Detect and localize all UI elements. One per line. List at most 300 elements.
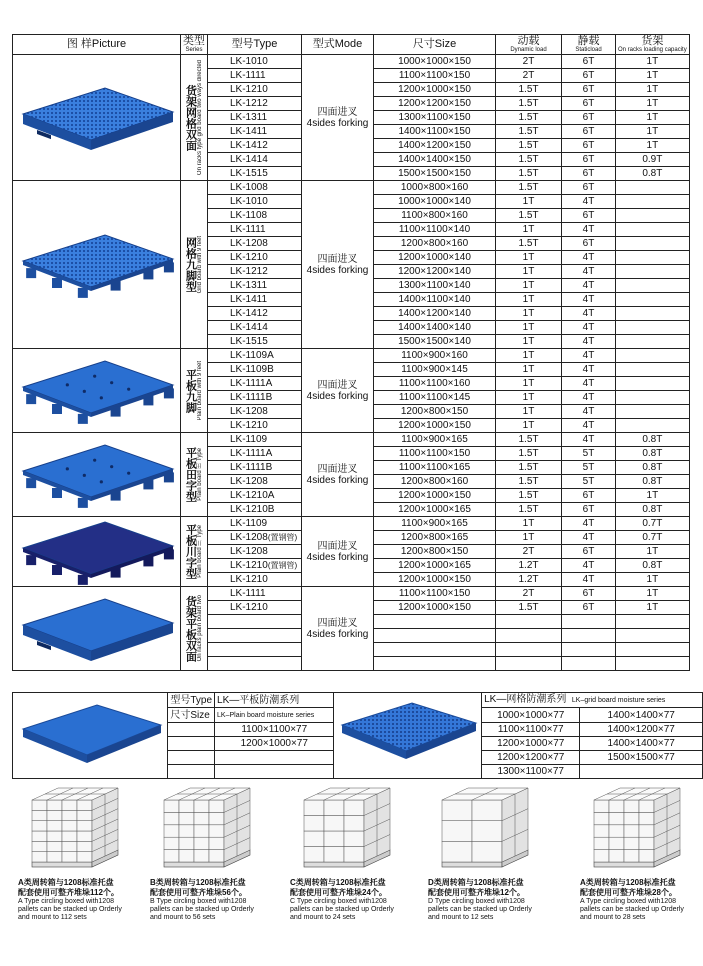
mode-en: 4sides forking xyxy=(306,551,369,563)
static-load-cell: 6T xyxy=(562,237,616,251)
model-note: (置钢管) xyxy=(267,533,298,542)
mode-en: 4sides forking xyxy=(306,264,369,276)
moisture-grid-size xyxy=(580,765,703,779)
product-picture xyxy=(13,587,181,671)
product-picture xyxy=(13,349,181,433)
model-cell xyxy=(208,335,302,349)
static-load-cell: 4T xyxy=(562,517,616,531)
size-cell: 1200×1000×140 xyxy=(374,251,496,265)
rack-load-cell: 1T xyxy=(616,69,690,83)
model-code: LK-1210 xyxy=(230,252,268,263)
stack-caption-en-line: A Type circling boxed with1208 xyxy=(580,898,676,905)
moisture-blank xyxy=(168,751,215,765)
rack-load-cell: 1T xyxy=(616,601,690,615)
static-load-cell: 4T xyxy=(562,195,616,209)
static-load-cell: 4T xyxy=(562,559,616,573)
size-cell: 1000×800×160 xyxy=(374,181,496,195)
rack-load-cell xyxy=(616,209,690,223)
table-row xyxy=(13,55,690,69)
size-cell: 1400×1200×150 xyxy=(374,139,496,153)
moisture-grid-size: 1200×1000×77 xyxy=(482,737,580,751)
model-code: LK-1210B xyxy=(230,504,275,515)
category-cell xyxy=(181,587,208,671)
pallet-plain-tian-icon xyxy=(15,434,179,516)
header-rack-en: On racks loading capacity xyxy=(618,46,687,53)
dynamic-load-cell: 1T xyxy=(496,391,562,405)
stack-caption-en-line: D Type circling boxed with1208 xyxy=(428,898,525,905)
size-cell: 1200×1000×165 xyxy=(374,559,496,573)
stacking-illustrations xyxy=(10,782,700,962)
size-cell: 1400×1400×150 xyxy=(374,153,496,167)
stack-caption-cn-line: 配套使用可整齐堆垛56个。 xyxy=(150,888,247,897)
dynamic-load-cell: 1T xyxy=(496,223,562,237)
static-load-cell: 5T xyxy=(562,475,616,489)
size-cell: 1400×1200×140 xyxy=(374,307,496,321)
header-type-en: Series xyxy=(185,46,203,53)
dynamic-load-cell: 1.5T xyxy=(496,167,562,181)
static-load-cell: 6T xyxy=(562,125,616,139)
category-label xyxy=(181,517,207,586)
stack-caption-cn-line: D类周转箱与1208标准托盘 xyxy=(428,878,524,887)
model-cell xyxy=(208,265,302,279)
model-cell xyxy=(208,111,302,125)
category-label xyxy=(181,587,207,670)
dynamic-load-cell: 1.5T xyxy=(496,97,562,111)
rack-load-cell xyxy=(616,405,690,419)
dynamic-load-cell: 1T xyxy=(496,279,562,293)
size-cell: 1100×900×165 xyxy=(374,433,496,447)
stack-caption-en xyxy=(580,898,703,922)
model-cell xyxy=(208,251,302,265)
dynamic-load-cell xyxy=(496,629,562,643)
size-cell: 1200×1000×150 xyxy=(374,83,496,97)
category-cell xyxy=(181,181,208,349)
rack-load-cell: 1T xyxy=(616,489,690,503)
model-cell xyxy=(208,167,302,181)
category-en: Plain board 川 Type xyxy=(196,525,203,578)
dynamic-load-cell: 1.5T xyxy=(496,125,562,139)
moisture-blank xyxy=(168,765,215,779)
model-code: LK-1311 xyxy=(230,280,268,291)
model-cell xyxy=(208,489,302,503)
static-load-cell: 6T xyxy=(562,601,616,615)
moisture-grid-size: 1000×1000×77 xyxy=(482,708,580,723)
moisture-plain-title-en: LK–Plain board moisture series xyxy=(217,712,315,719)
box-stack-icon xyxy=(428,782,538,874)
model-cell xyxy=(208,349,302,363)
dynamic-load-cell: 1T xyxy=(496,363,562,377)
moisture-plain-size: 1100×1100×77 xyxy=(215,723,334,737)
category-cn: 货架平板双面 xyxy=(184,595,197,662)
static-load-cell: 6T xyxy=(562,111,616,125)
static-load-cell: 4T xyxy=(562,377,616,391)
pallet-spec-table xyxy=(12,34,690,671)
model-note: (置钢管) xyxy=(267,561,298,570)
dynamic-load-cell: 1.2T xyxy=(496,559,562,573)
mode-en: 4sides forking xyxy=(306,390,369,402)
mode-cell xyxy=(302,517,374,587)
model-code: LK-1210 xyxy=(230,602,268,613)
rack-load-cell xyxy=(616,223,690,237)
stack-caption-en-line: pallets can be stacked up Orderly xyxy=(580,906,684,913)
rack-load-cell xyxy=(616,349,690,363)
dynamic-load-cell: 1T xyxy=(496,293,562,307)
moisture-plain-picture xyxy=(13,693,168,779)
moisture-grid-title-en: LK–grid board moisture series xyxy=(571,697,666,704)
mode-cell xyxy=(302,433,374,517)
model-code: LK-1108 xyxy=(230,210,268,221)
rack-load-cell: 0.9T xyxy=(616,153,690,167)
stack-illustration xyxy=(428,782,553,922)
dynamic-load-cell: 1T xyxy=(496,307,562,321)
rack-load-cell xyxy=(616,321,690,335)
model-cell xyxy=(208,517,302,531)
rack-load-cell: 1T xyxy=(616,83,690,97)
rack-load-cell: 0.8T xyxy=(616,447,690,461)
stack-caption-cn-line: C类周转箱与1208标准托盘 xyxy=(290,878,386,887)
model-cell xyxy=(208,83,302,97)
rack-load-cell xyxy=(616,377,690,391)
size-cell: 1500×1500×140 xyxy=(374,335,496,349)
model-code: LK-1411 xyxy=(230,126,268,137)
size-cell: 1400×1100×150 xyxy=(374,125,496,139)
static-load-cell: 4T xyxy=(562,531,616,545)
model-code: LK-1109B xyxy=(230,364,274,375)
static-load-cell: 6T xyxy=(562,69,616,83)
moisture-blank xyxy=(215,751,334,765)
rack-load-cell xyxy=(616,391,690,405)
category-cell xyxy=(181,517,208,587)
rack-load-cell: 0.8T xyxy=(616,559,690,573)
static-load-cell: 5T xyxy=(562,461,616,475)
header-dynamic-load xyxy=(496,35,562,55)
size-cell: 1200×1000×150 xyxy=(374,573,496,587)
static-load-cell: 4T xyxy=(562,391,616,405)
product-picture xyxy=(13,433,181,517)
rack-load-cell xyxy=(616,293,690,307)
stack-caption-cn xyxy=(150,878,275,898)
dynamic-load-cell: 1.5T xyxy=(496,503,562,517)
model-cell xyxy=(208,643,302,657)
model-cell xyxy=(208,321,302,335)
table-row xyxy=(13,433,690,447)
model-code: LK-1414 xyxy=(230,154,268,165)
model-code: LK-1109A xyxy=(230,350,274,361)
moisture-plain-title xyxy=(215,693,334,708)
static-load-cell: 4T xyxy=(562,433,616,447)
model-cell xyxy=(208,237,302,251)
model-cell xyxy=(208,223,302,237)
rack-load-cell: 1T xyxy=(616,125,690,139)
header-mode: 型式Mode xyxy=(302,35,374,55)
model-code: LK-1111A xyxy=(230,448,273,459)
model-cell xyxy=(208,377,302,391)
stack-caption-cn-line: B类周转箱与1208标准托盘 xyxy=(150,878,246,887)
rack-load-cell: 1T xyxy=(616,55,690,69)
mode-cell xyxy=(302,349,374,433)
rack-load-cell: 0.8T xyxy=(616,461,690,475)
rack-load-cell xyxy=(616,237,690,251)
box-stack-icon xyxy=(290,782,400,874)
stack-caption-en-line: and mount to 56 sets xyxy=(150,914,216,921)
dynamic-load-cell: 1.5T xyxy=(496,139,562,153)
stack-illustration xyxy=(290,782,415,922)
stack-caption-en-line: pallets can be stacked up Orderly xyxy=(428,906,532,913)
stack-caption-cn-line: 配套使用可整齐堆垛24个。 xyxy=(290,888,387,897)
static-load-cell xyxy=(562,629,616,643)
mode-cell xyxy=(302,181,374,349)
model-code: LK-1210 xyxy=(230,420,268,431)
moisture-grid-size: 1100×1100×77 xyxy=(482,723,580,737)
stack-caption-en-line: pallets can be stacked up Orderly xyxy=(18,906,122,913)
dynamic-load-cell: 1T xyxy=(496,405,562,419)
rack-load-cell: 0.8T xyxy=(616,167,690,181)
rack-load-cell xyxy=(616,419,690,433)
stack-caption-cn xyxy=(428,878,553,898)
dynamic-load-cell: 1.2T xyxy=(496,573,562,587)
table-row xyxy=(13,349,690,363)
header-model: 型号Type xyxy=(208,35,302,55)
dynamic-load-cell: 1T xyxy=(496,517,562,531)
static-load-cell: 6T xyxy=(562,97,616,111)
rack-load-cell: 1T xyxy=(616,97,690,111)
table-row xyxy=(13,517,690,531)
stack-caption-en-line: pallets can be stacked up Orderly xyxy=(290,906,394,913)
model-code: LK-1515 xyxy=(230,168,268,179)
model-cell xyxy=(208,573,302,587)
model-code: LK-1515 xyxy=(230,336,268,347)
rack-load-cell xyxy=(616,195,690,209)
static-load-cell: 6T xyxy=(562,139,616,153)
static-load-cell: 4T xyxy=(562,419,616,433)
size-cell xyxy=(374,657,496,671)
moisture-grid-picture xyxy=(334,693,482,779)
model-cell xyxy=(208,587,302,601)
dynamic-load-cell: 2T xyxy=(496,55,562,69)
rack-load-cell: 0.7T xyxy=(616,517,690,531)
model-code: LK-1111 xyxy=(230,588,266,599)
dynamic-load-cell: 1.5T xyxy=(496,209,562,223)
moisture-grid-size: 1300×1100×77 xyxy=(482,765,580,779)
static-load-cell xyxy=(562,657,616,671)
stack-caption-en xyxy=(290,898,415,922)
static-load-cell: 4T xyxy=(562,293,616,307)
product-picture xyxy=(13,55,181,181)
moisture-blank xyxy=(215,765,334,779)
size-cell: 1400×1100×140 xyxy=(374,293,496,307)
stack-caption-cn-line: 配套使用可整齐堆垛28个。 xyxy=(580,888,677,897)
stack-caption-en-line: and mount to 24 sets xyxy=(290,914,356,921)
table-row xyxy=(13,181,690,195)
mode-en: 4sides forking xyxy=(306,117,369,129)
rack-load-cell xyxy=(616,265,690,279)
static-load-cell xyxy=(562,615,616,629)
rack-load-cell xyxy=(616,251,690,265)
header-rack-load xyxy=(616,35,690,55)
mode-cn: 四面进叉 xyxy=(317,106,358,118)
static-load-cell xyxy=(562,643,616,657)
dynamic-load-cell: 1T xyxy=(496,531,562,545)
size-cell xyxy=(374,643,496,657)
size-cell: 1200×1200×140 xyxy=(374,265,496,279)
rack-load-cell: 1T xyxy=(616,573,690,587)
moisture-plain-size: 1200×1000×77 xyxy=(215,737,334,751)
size-cell xyxy=(374,615,496,629)
static-load-cell: 6T xyxy=(562,209,616,223)
stack-illustration xyxy=(580,782,703,922)
moisture-plain-title-en-cell xyxy=(215,708,334,723)
model-cell xyxy=(208,461,302,475)
rack-load-cell: 0.8T xyxy=(616,503,690,517)
dynamic-load-cell: 1.5T xyxy=(496,489,562,503)
static-load-cell: 6T xyxy=(562,545,616,559)
header-stat-en: Staticload xyxy=(575,46,602,53)
dynamic-load-cell xyxy=(496,643,562,657)
stack-illustration xyxy=(150,782,275,922)
stack-caption-en-line: and mount to 112 sets xyxy=(18,914,87,921)
category-en: Plain board 田 Type xyxy=(196,448,203,501)
size-cell: 1100×800×160 xyxy=(374,209,496,223)
dynamic-load-cell: 1.5T xyxy=(496,461,562,475)
rack-load-cell: 0.8T xyxy=(616,433,690,447)
size-cell: 1200×800×150 xyxy=(374,545,496,559)
header-static-load xyxy=(562,35,616,55)
category-cell xyxy=(181,349,208,433)
stack-caption-cn-line: 配套使用可整齐堆垛12个。 xyxy=(428,888,525,897)
dynamic-load-cell: 1T xyxy=(496,321,562,335)
model-code: LK-1111A xyxy=(230,378,273,389)
static-load-cell: 4T xyxy=(562,279,616,293)
static-load-cell: 4T xyxy=(562,363,616,377)
model-code: LK-1010 xyxy=(230,56,268,67)
box-stack-icon xyxy=(150,782,260,874)
model-cell xyxy=(208,629,302,643)
model-code: LK-1411 xyxy=(230,294,268,305)
model-code: LK-1210 xyxy=(230,574,268,585)
model-code: LK-1208 xyxy=(230,406,268,417)
model-cell xyxy=(208,447,302,461)
stack-caption-cn xyxy=(18,878,143,898)
static-load-cell: 4T xyxy=(562,251,616,265)
static-load-cell: 6T xyxy=(562,55,616,69)
model-cell xyxy=(208,125,302,139)
pallet-plain-moisture-icon xyxy=(15,695,165,773)
model-cell xyxy=(208,307,302,321)
dynamic-load-cell: 1.5T xyxy=(496,111,562,125)
model-cell xyxy=(208,181,302,195)
size-cell: 1100×1100×140 xyxy=(374,223,496,237)
model-code: LK-1212 xyxy=(230,98,268,109)
dynamic-load-cell: 1T xyxy=(496,335,562,349)
model-cell xyxy=(208,363,302,377)
pallet-plain-double-icon xyxy=(15,588,179,670)
category-label xyxy=(181,349,207,432)
rack-load-cell xyxy=(616,335,690,349)
header-size: 尺寸Size xyxy=(374,35,496,55)
mode-cn: 四面进叉 xyxy=(317,540,358,552)
model-cell xyxy=(208,475,302,489)
size-cell: 1200×1000×150 xyxy=(374,489,496,503)
category-cn: 网格九脚型 xyxy=(184,237,197,292)
box-stack-icon xyxy=(18,782,128,874)
size-cell: 1100×900×145 xyxy=(374,363,496,377)
model-cell xyxy=(208,433,302,447)
dynamic-load-cell: 1.5T xyxy=(496,181,562,195)
model-code: LK-1208 xyxy=(230,476,268,487)
rack-load-cell xyxy=(616,657,690,671)
size-cell: 1100×1100×165 xyxy=(374,461,496,475)
category-cn: 平板田字型 xyxy=(184,447,197,502)
stack-caption-cn-line: A类周转箱与1208标准托盘 xyxy=(580,878,676,887)
moisture-type-label: 型号Type xyxy=(168,693,215,708)
model-cell xyxy=(208,55,302,69)
model-code: LK-1208 xyxy=(230,238,268,249)
moisture-plain-title-cn: LK—平板防潮系列 xyxy=(217,694,300,706)
rack-load-cell xyxy=(616,643,690,657)
model-code: LK-1111 xyxy=(230,70,266,81)
category-cn: 货架网格双面 xyxy=(184,84,197,151)
size-cell: 1100×1100×150 xyxy=(374,447,496,461)
product-picture xyxy=(13,517,181,587)
mode-cell xyxy=(302,587,374,671)
rack-load-cell: 0.7T xyxy=(616,531,690,545)
model-cell xyxy=(208,293,302,307)
model-cell xyxy=(208,503,302,517)
moisture-grid-size: 1200×1200×77 xyxy=(482,751,580,765)
rack-load-cell xyxy=(616,363,690,377)
mode-cn: 四面进叉 xyxy=(317,463,358,475)
moisture-blank xyxy=(168,723,215,737)
stack-caption-en-line: C Type circling boxed with1208 xyxy=(290,898,387,905)
category-en: On racks type grid board two ways directed xyxy=(196,59,203,176)
table-row xyxy=(13,587,690,601)
model-code: LK-1210 xyxy=(230,84,268,95)
static-load-cell: 5T xyxy=(562,447,616,461)
dynamic-load-cell: 1.5T xyxy=(496,237,562,251)
mode-cn: 四面进叉 xyxy=(317,253,358,265)
model-code: LK-1210 xyxy=(230,560,268,571)
model-code: LK-1412 xyxy=(230,308,268,319)
size-cell: 1100×1100×145 xyxy=(374,391,496,405)
dynamic-load-cell: 1T xyxy=(496,419,562,433)
rack-load-cell xyxy=(616,279,690,293)
moisture-size-label: 尺寸Size xyxy=(168,708,215,723)
size-cell: 1400×1400×140 xyxy=(374,321,496,335)
model-cell xyxy=(208,195,302,209)
static-load-cell: 6T xyxy=(562,587,616,601)
size-cell: 1000×1000×150 xyxy=(374,55,496,69)
model-code: LK-1111B xyxy=(230,392,273,403)
size-cell: 1100×1100×150 xyxy=(374,69,496,83)
size-cell: 1200×1200×150 xyxy=(374,97,496,111)
rack-load-cell: 0.8T xyxy=(616,475,690,489)
rack-load-cell: 1T xyxy=(616,587,690,601)
model-code: LK-1010 xyxy=(230,196,268,207)
model-cell xyxy=(208,97,302,111)
static-load-cell: 6T xyxy=(562,83,616,97)
dynamic-load-cell: 1T xyxy=(496,349,562,363)
size-cell: 1100×1100×160 xyxy=(374,377,496,391)
category-cell xyxy=(181,433,208,517)
category-cn: 平板九脚 xyxy=(184,368,197,413)
dynamic-load-cell: 1.5T xyxy=(496,83,562,97)
size-cell: 1200×1000×165 xyxy=(374,503,496,517)
size-cell: 1200×1000×150 xyxy=(374,419,496,433)
mode-cn: 四面进叉 xyxy=(317,617,358,629)
category-en: On racks plain board two xyxy=(196,595,203,662)
model-cell xyxy=(208,657,302,671)
moisture-grid-size: 1500×1500×77 xyxy=(580,751,703,765)
